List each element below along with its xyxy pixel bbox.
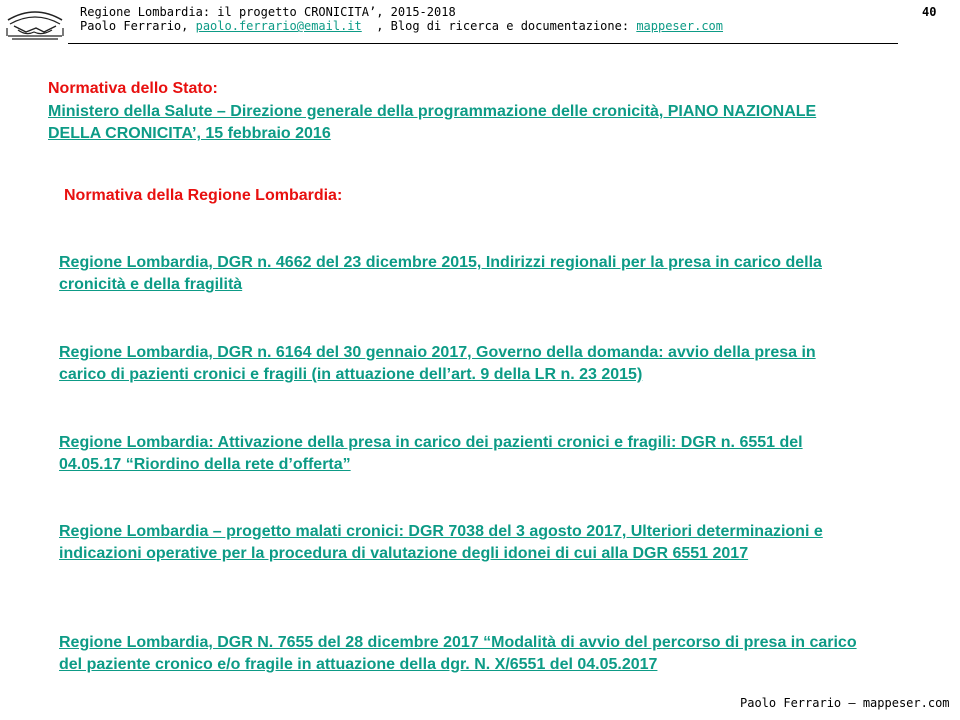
header-author-line xyxy=(80,19,723,33)
footer-credit: Paolo Ferrario – mappeser.com xyxy=(740,696,950,710)
region-link-dgr-6551[interactable]: Regione Lombardia: Attivazione della presa in carico dei pazienti cronici e fragili: DGR n. 6551 del 04.05.17 “Riordino della rete d’offerta” xyxy=(59,434,803,473)
state-plan-link[interactable]: Ministero della Salute – Direzione generale della programmazione delle cronicità, PIANO NAZIONALE DELLA CRONICITA’, 15 febbraio 2016 xyxy=(48,103,817,142)
email-link[interactable]: paolo.ferrario@email.it xyxy=(195,19,362,33)
blog-link[interactable]: mappeser.com xyxy=(636,19,724,33)
page-number: 40 xyxy=(922,5,937,19)
header-divider xyxy=(68,43,898,44)
region-link-dgr-6164[interactable]: Regione Lombardia, DGR n. 6164 del 30 gennaio 2017, Governo della domanda: avvio della presa in carico di pazienti cronici e fragili (in attuazione dell’art. 9 della LR n. 23 2015) xyxy=(59,344,816,383)
region-link-dgr-7038[interactable]: Regione Lombardia – progetto malati cronici: DGR 7038 del 3 agosto 2017, Ulteriori determinazioni e indicazioni operative per la procedura di valutazione degli idonei di cui alla DGR 6551 2017 xyxy=(59,523,823,562)
header-title: Regione Lombardia: il progetto CRONICITA’, 2015-2018 xyxy=(80,5,456,19)
region-heading: Normativa della Regione Lombardia: xyxy=(64,187,343,204)
state-heading: Normativa dello Stato: xyxy=(48,80,218,97)
region-link-dgr-4662[interactable]: Regione Lombardia, DGR n. 4662 del 23 dicembre 2015, Indirizzi regionali per la presa in carico della cronicità e della fragilità xyxy=(59,254,822,293)
region-link-dgr-7655[interactable]: Regione Lombardia, DGR N. 7655 del 28 dicembre 2017 “Modalità di avvio del percorso di presa in carico del paziente cronico e/o fragile in attuazione della dgr. N. X/6551 del 04.05.2017 xyxy=(59,634,857,673)
handshake-logo-icon xyxy=(4,2,66,42)
header-blog-label: , Blog di ricerca e documentazione: xyxy=(361,19,637,33)
header-text xyxy=(80,5,723,33)
header-author: Paolo Ferrario, xyxy=(80,19,196,33)
